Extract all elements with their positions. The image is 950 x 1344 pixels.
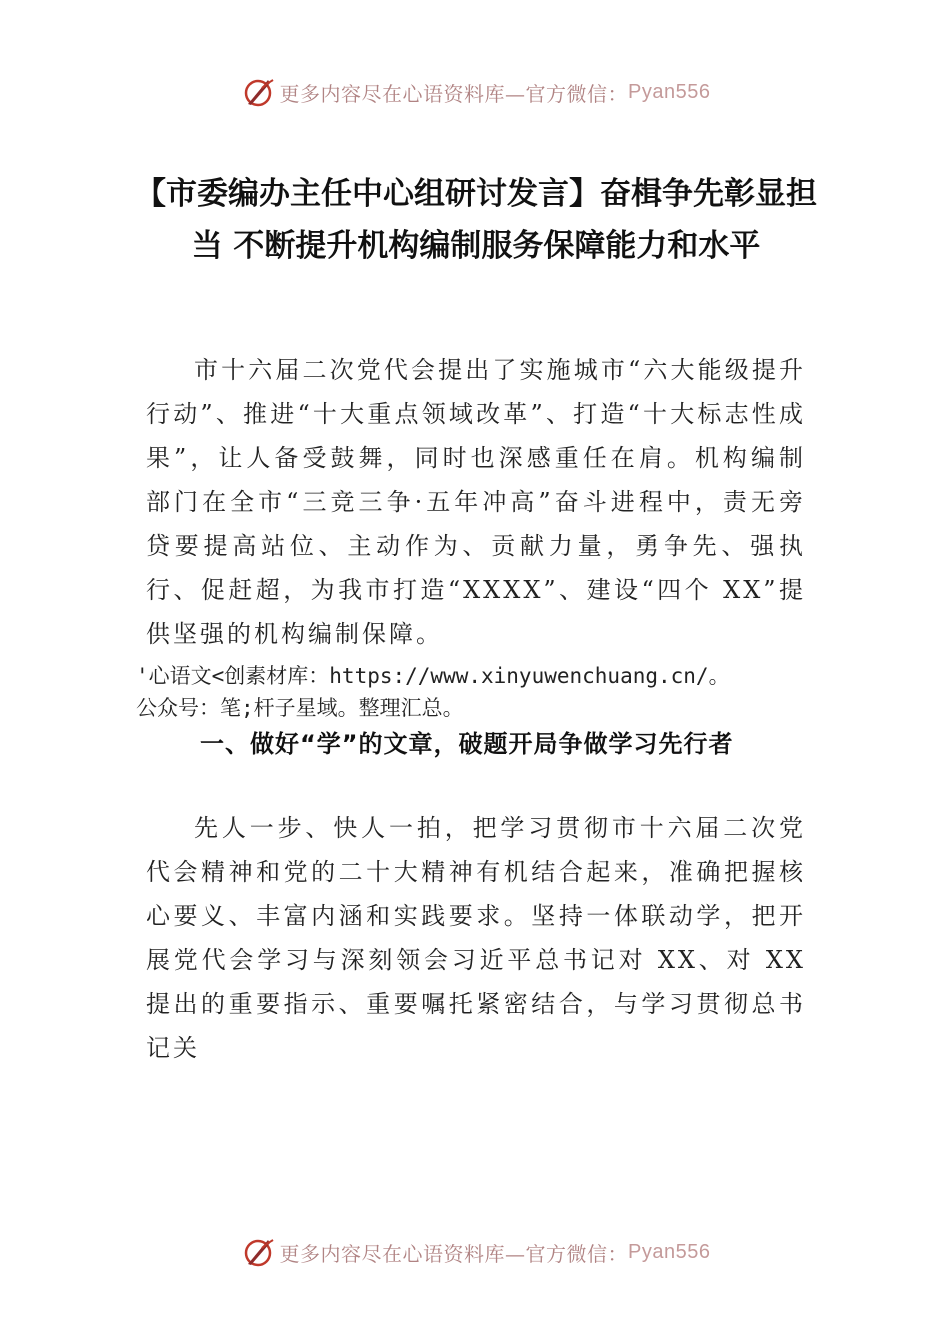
watermark-wechat-id: Pyan556	[628, 80, 711, 103]
source-note-line-2: 公众号：笔;杆子星域。整理汇总。	[136, 696, 464, 720]
watermark-brand-text: 更多内容尽在心语资料库—官方微信：	[279, 81, 629, 106]
body-paragraph-1: 市十六届二次党代会提出了实施城市“六大能级提升行动”、推进“十大重点领域改革”、打造“十大标志性成果”，让人备受鼓舞，同时也深感重任在肩。机构编制部门在全市“三竞三争·五年冲高”奋斗进程中，责无旁贷要提高站位、主动作为、贡献力量，勇争先、强执行、促赶超，为我市打造“XXXX”、建设“四个 XX”提供坚强的机构编制保障。	[146, 356, 806, 648]
header-watermark	[0, 72, 950, 112]
watermark-brand-text: 更多内容尽在心语资料库—官方微信：	[279, 1241, 629, 1266]
footer-watermark	[0, 1232, 950, 1272]
body-paragraph-2: 先人一步、快人一拍，把学习贯彻市十六届二次党代会精神和党的二十大精神有机结合起来，准确把握核心要义、丰富内涵和实践要求。坚持一体联动学，把开展党代会学习与深刻领会习近平总书记对 XX、对 XX 提出的重要指示、重要嘱托紧密结合，与学习贯彻总书记关	[146, 814, 806, 1062]
watermark-wechat-id: Pyan556	[628, 1240, 711, 1263]
source-note	[136, 660, 836, 724]
document-title: 【市委编办主任中心组研讨发言】奋楫争先彰显担当 不断提升机构编制服务保障能力和水平	[135, 176, 817, 264]
section-heading-1: 一、做好“学”的文章，破题开局争做学习先行者	[200, 730, 734, 758]
source-note-line-1: '心语文<创素材库：https://www.xinyuwenchuang.cn/。	[136, 664, 730, 688]
quill-pen-circle-icon	[240, 1234, 276, 1270]
quill-pen-circle-icon	[240, 74, 276, 110]
